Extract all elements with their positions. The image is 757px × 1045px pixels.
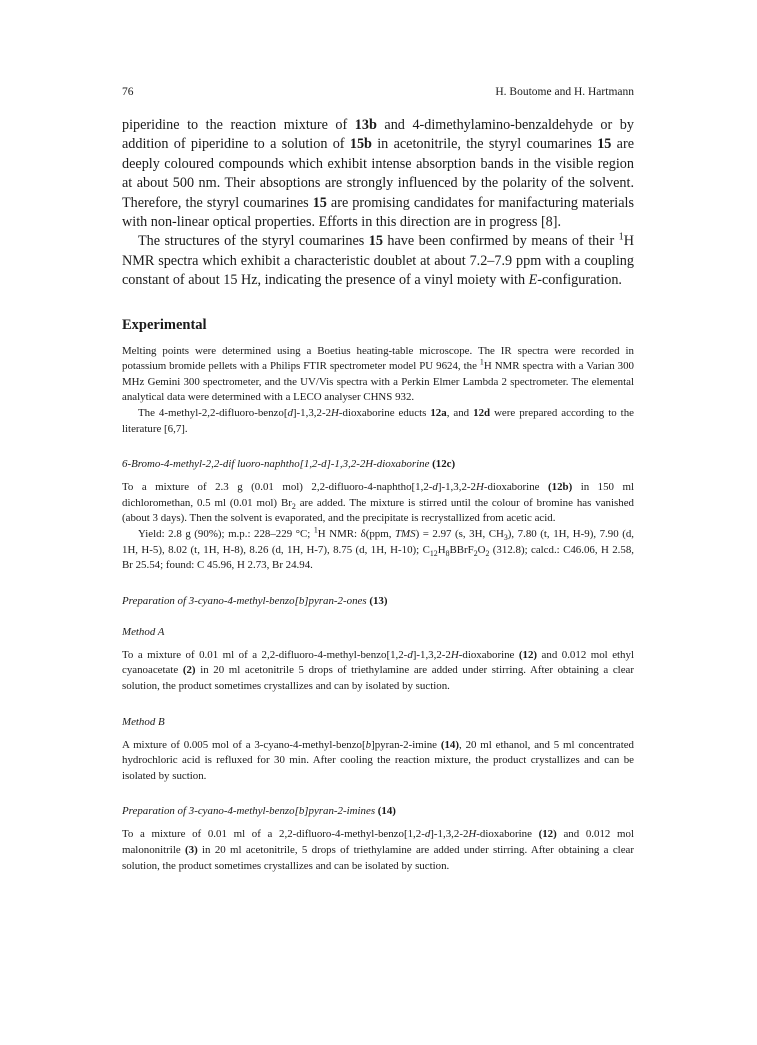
experimental-paragraph-2: The 4-methyl-2,2-difluoro-benzo[d]-1,3,2-2H-dioxaborine educts 12a, and 12d were prepared according to the literature [6,7]. (122, 407, 634, 435)
section-14-title: Preparation of 3-cyano-4-methyl-benzo[b]pyran-2-imines (14) (122, 805, 396, 818)
method-b-title: Method B (122, 715, 165, 728)
running-authors: H. Boutome and H. Hartmann (495, 86, 634, 98)
method-b-paragraph: A mixture of 0.005 mol of a 3-cyano-4-methyl-benzo[b]pyran-2-imine (14), 20 ml ethanol, and 5 ml concentrated hydrochloric acid is refluxed for 30 min. After cooling the reaction mixture, the product crystallizes and can be isolated by suction. (122, 738, 634, 782)
intro-paragraph-1: piperidine to the reaction mixture of 13b and 4-dimethylamino-benzaldehyde or by addition of piperidine to a solution of 15b in acetonitrile, the styryl coumarines 15 are deeply coloured compounds which exhibit intense absorption bands in the visible region at about 500 nm. Their absoptions are strongly influenced by the polarity of the solvent. Therefore, the styryl coumarines 15 are promising candidates for manifacturing materials with non-linear optical properties. Efforts in this direction are in progress [8]. (122, 117, 634, 231)
intro-paragraph-2: The structures of the styryl coumarines 15 have been confirmed by means of their $^1$H NMR spectra which exhibit a characteristic doublet at about 7.2–7.9 ppm with a coupling constant of about 15 Hz, indicating the presence of a vinyl moiety with E-configuration. (122, 231, 634, 289)
section-12c-paragraph-2: Yield: 2.8 g (90%); m.p.: 228–229 °C; $^1$H NMR: δ(ppm, TMS) = 2.97 (s, 3H, $CH_3$), 7.80 (t, 1H, H-9), 7.90 (d, 1H, H-5), 8.02 (t, 1H, H-8), 8.26 (d, 1H, H-7), 8.75 (d, 1H, H-10); $C_{12}H_8BBrF_2O_2$ (312.8); calcd.: C46.06, H 2.58, Br 25.54; found: C 45.96, H 2.73, Br 24.94. (122, 525, 634, 572)
page (122, 86, 634, 874)
section-12c-paragraph-1: To a mixture of 2.3 g (0.01 mol) 2,2-difluoro-4-naphtho[1,2-d]-1,3,2-2H-dioxaborine (12b) in 150 ml dichloromethan, 0.5 ml (0.01 mol) $Br_2$ are added. The mixture is stirred until the colour of bromine has vanished (about 3 days). Then the solvent is evaporated, and the precipitate is recrystallized from acetic acid. (122, 481, 635, 525)
method-a-paragraph: To a mixture of 0.01 ml of a 2,2-difluoro-4-methyl-benzo[1,2-d]-1,3,2-2H-dioxaborine (12) and 0.012 mol ethyl cyanoacetate (2) in 20 ml acetonitrile 5 drops of triethylamine are added under stirring. After obtaining a clear solution, the product sometimes crystallizes and can by isolated by suction. (122, 648, 634, 692)
method-a-title: Method A (122, 625, 165, 638)
experimental-paragraph-1: Melting points were determined using a Boetius heating-table microscope. The IR spectra were recorded in potassium bromide pellets with a Philips FTIR spectrometer model PU 9624, the $^1$H NMR spectra with a Varian 300 MHz Gemini 300 spectrometer, and the UV/Vis spectra with a Perkin Elmer Lambda 2 spectrometer. The elemental analytical data were determined with a LECO analyser CHNS 932. (122, 344, 635, 404)
running-header (122, 86, 634, 98)
section-12c-title: 6-Bromo-4-methyl-2,2-dif luoro-naphtho[1,2-d]-1,3,2-2H-dioxaborine (12c) (122, 458, 456, 471)
section-13-title: Preparation of 3-cyano-4-methyl-benzo[b]pyran-2-ones (13) (122, 594, 388, 607)
experimental-heading: Experimental (122, 316, 207, 333)
section-14-paragraph: To a mixture of 0.01 ml of a 2,2-difluoro-4-methyl-benzo[1,2-d]-1,3,2-2H-dioxaborine (12) and 0.012 mol malononitrile (3) in 20 ml acetonitrile, 5 drops of triethylamine are added under stirring. After obtaining a clear solution, the product sometimes crystallizes and can be isolated by suction. (122, 828, 634, 872)
page-number: 76 (122, 86, 134, 98)
